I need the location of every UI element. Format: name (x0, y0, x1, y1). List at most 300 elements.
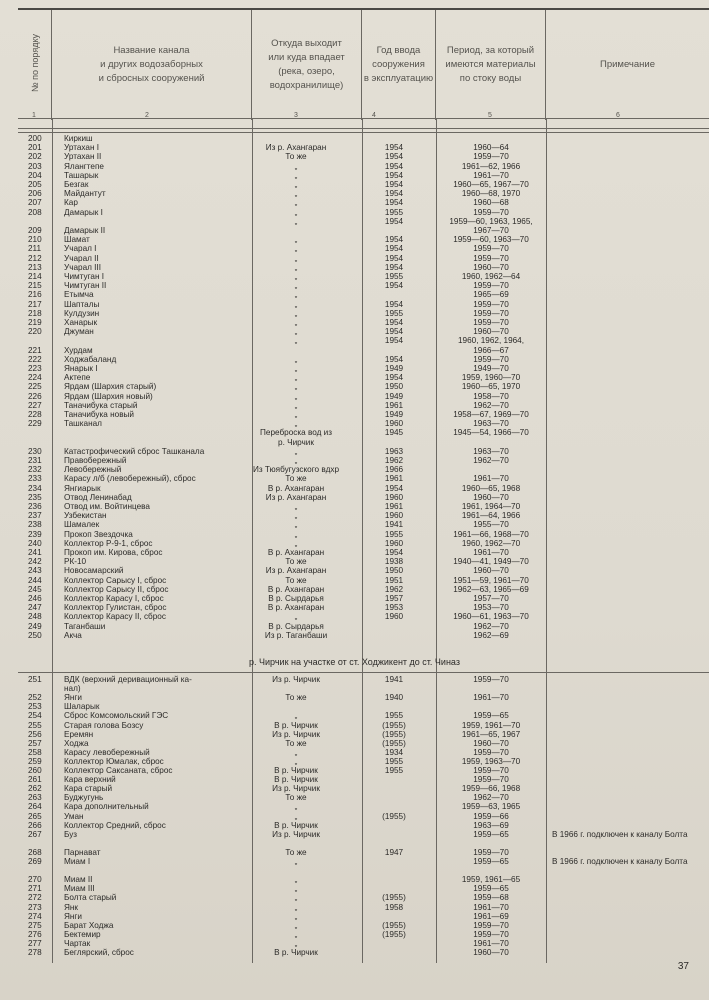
year: 1954 (384, 281, 404, 291)
year: 1950 (384, 566, 404, 576)
period: 1960—61, 1963—70 (453, 612, 529, 622)
row-number: 203 (28, 161, 42, 171)
year: 1954 (384, 161, 404, 171)
canal-name: Карасу левобережный (64, 747, 150, 757)
source: Из р. Чирчик (272, 784, 320, 794)
period: 1953—70 (473, 603, 509, 613)
period: 1959—65 (473, 711, 509, 721)
row-number: 207 (28, 198, 42, 208)
table-row (0, 948, 709, 958)
period: 1959—70 (473, 920, 509, 930)
source: „ (294, 299, 298, 309)
table-header (18, 8, 709, 120)
period: 1959—65 (473, 857, 509, 866)
canal-name: Уман (64, 811, 84, 821)
canal-name: Левобережный (64, 465, 122, 475)
source: „ (294, 170, 298, 180)
source: „ (294, 373, 298, 383)
row-number: 233 (28, 474, 42, 484)
period: 1961—65, 1967 (461, 729, 521, 739)
source: То же (285, 152, 307, 162)
canal-name: Сброс Комсомольский ГЭС (64, 711, 169, 721)
period: 1959—70 (473, 318, 509, 327)
canal-name: Прокоп им. Кирова, сброс (64, 548, 163, 557)
source: Из р. Чирчик (272, 829, 320, 839)
year: (1955) (382, 929, 406, 939)
year: 1954 (384, 152, 404, 162)
source: „ (294, 244, 298, 254)
row-number: 220 (28, 327, 42, 337)
source: „ (294, 207, 298, 217)
row-number: 201 (28, 143, 42, 153)
year: 1954 (384, 216, 404, 226)
canal-name: Безгак (64, 180, 89, 189)
source: „ (294, 884, 298, 894)
period: 1958—67, 1969—70 (453, 410, 529, 419)
row-number: 248 (28, 612, 42, 622)
source: „ (294, 446, 298, 456)
source: То же (285, 793, 307, 803)
row-number: 263 (28, 793, 42, 803)
row-number: 246 (28, 594, 42, 603)
canal-name: Майдантут (64, 189, 106, 199)
source: Переброска вод из (260, 428, 332, 438)
header-col-source: Откуда выходит или куда впадает (река, озеро, водохранилище) (252, 10, 362, 120)
source: „ (294, 711, 298, 721)
canal-name: Барат Ходжа (64, 920, 114, 930)
year: 1938 (384, 557, 404, 567)
section-divider (18, 672, 709, 673)
year: 1954 (384, 143, 404, 153)
source: „ (294, 938, 298, 948)
period: 1959—65 (473, 884, 509, 894)
row-number: 253 (28, 702, 42, 712)
canal-name: Ходжа (64, 738, 89, 748)
canal-name: Еремян (64, 729, 94, 739)
period: 1959—60, 1963—70 (453, 235, 529, 245)
year: 1960 (384, 612, 404, 622)
canal-name: Ханарык (64, 318, 98, 327)
period: 1959—70 (473, 747, 509, 757)
source: В р. Чирчик (274, 720, 318, 730)
source: „ (294, 529, 298, 539)
canal-name: Кар (64, 198, 78, 208)
canal-name: Парнават (64, 847, 101, 857)
canal-name: Учарал III (64, 262, 102, 272)
row-number: 240 (28, 538, 42, 548)
year: 1961 (384, 400, 404, 410)
row-number: 257 (28, 738, 42, 748)
period: 1959—70 (473, 244, 509, 254)
row-number: 206 (28, 189, 42, 199)
period: 1960—68 (473, 198, 509, 208)
row-number: 237 (28, 511, 42, 521)
canal-name: Шамалек (64, 520, 100, 530)
source: „ (294, 857, 298, 866)
year: (1955) (382, 920, 406, 930)
year: 1950 (384, 382, 404, 392)
year: (1955) (382, 811, 406, 821)
year: 1954 (384, 373, 404, 383)
source: В р. Сырдарья (268, 621, 324, 631)
source: „ (294, 538, 298, 548)
header-col-period: Период, за который имеются материалы по стоку воды (436, 10, 546, 120)
year: 1954 (384, 299, 404, 309)
canal-name: Буджугунь (64, 793, 104, 803)
year: 1960 (384, 511, 404, 521)
source: „ (294, 189, 298, 199)
canal-name: Янги (64, 693, 82, 703)
col-num-4: 4 (372, 112, 376, 119)
period: 1951—59, 1961—70 (453, 575, 529, 585)
source: В р. Ахангаран (267, 603, 325, 613)
period: 1959—70 (473, 929, 509, 939)
source: То же (285, 847, 307, 857)
canal-name: Коллектор Карасу I, сброс (64, 594, 164, 603)
canal-name: Коллектор Р-9-1, сброс (64, 538, 153, 548)
canal-name: Шаларык (64, 702, 100, 712)
canal-name: Джуман (64, 327, 94, 337)
canal-name: ВДК (верхний деривационный ка- (64, 675, 192, 684)
period: 1967—70 (473, 226, 509, 235)
source: „ (294, 929, 298, 939)
row-number: 277 (28, 938, 42, 948)
period: 1963—70 (473, 419, 509, 429)
canal-name: Катастрофический сброс Ташканала (64, 446, 205, 456)
source: Из р. Ахангаран (265, 492, 327, 502)
year: 1954 (384, 354, 404, 364)
year: 1955 (384, 207, 404, 217)
row-number: 270 (28, 875, 42, 885)
period: 1961—66, 1968—70 (453, 529, 529, 539)
period: 1961—70 (473, 474, 509, 484)
row-number: 200 (28, 134, 42, 143)
period: 1961—62, 1966 (461, 161, 521, 171)
canal-name: Ходжабаланд (64, 354, 117, 364)
period: 1959—70 (473, 775, 509, 785)
row-number: 251 (28, 675, 42, 684)
period: 1959—70 (473, 152, 509, 162)
canal-name: Миам III (64, 884, 95, 894)
period: 1961—70 (473, 938, 509, 948)
canal-name: Правобережный (64, 456, 127, 465)
period: 1959—70 (473, 766, 509, 775)
row-number: 254 (28, 711, 42, 721)
source: В р. Чирчик (274, 775, 318, 785)
year: 1941 (384, 675, 404, 684)
col-num-6: 6 (616, 112, 620, 119)
year: 1955 (384, 711, 404, 721)
year: 1954 (384, 235, 404, 245)
row-number: 247 (28, 603, 42, 613)
source: „ (294, 180, 298, 189)
source: В р. Чирчик (274, 820, 318, 830)
source: „ (294, 262, 298, 272)
header-num-divider (18, 128, 709, 129)
row-number: 269 (28, 857, 42, 866)
year: 1955 (384, 529, 404, 539)
source: Из р. Таганбаши (264, 630, 328, 640)
page-number: 37 (677, 961, 689, 972)
source: р. Чирчик (278, 437, 314, 447)
canal-name: Коллектор Саксаната, сброс (64, 766, 173, 775)
section-title: р. Чирчик на участке от ст. Ходжикент до ст. Чиназ (249, 657, 460, 667)
row-number: 275 (28, 920, 42, 930)
row-number: 264 (28, 802, 42, 812)
year: 1954 (384, 198, 404, 208)
source: „ (294, 920, 298, 930)
row-number: 235 (28, 492, 42, 502)
period: 1959—70 (473, 847, 509, 857)
period: 1959—70 (473, 207, 509, 217)
row-number: 266 (28, 820, 42, 830)
source: В р. Чирчик (274, 766, 318, 775)
period: 1960—70 (473, 492, 509, 502)
row-number: 258 (28, 747, 42, 757)
canal-name: Ташарык (64, 170, 99, 180)
canal-name: Уртахан II (64, 152, 102, 162)
source: Из р. Ахангаран (265, 143, 327, 153)
source: „ (294, 235, 298, 245)
year: 1953 (384, 603, 404, 613)
canal-name: Буз (64, 829, 78, 839)
source: „ (294, 875, 298, 885)
source: „ (294, 382, 298, 392)
row-number: 236 (28, 502, 42, 511)
header-col-year: Год ввода сооружения в эксплуатацию (362, 10, 436, 120)
row-number: 210 (28, 235, 42, 245)
period: 1961—70 (473, 170, 509, 180)
row-number: 242 (28, 557, 42, 567)
canal-name: Уртахан I (64, 143, 100, 153)
year: (1955) (382, 729, 406, 739)
row-number: 216 (28, 290, 42, 300)
year: 1963 (384, 446, 404, 456)
col-num-3: 3 (294, 112, 298, 119)
canal-name: Таначибука новый (64, 410, 134, 419)
row-number: 278 (28, 948, 42, 957)
row-number: 230 (28, 446, 42, 456)
canal-name: Карасу л/б (левобережный), сброс (64, 474, 196, 484)
row-number: 226 (28, 391, 42, 401)
row-number: 223 (28, 364, 42, 373)
col-num-5: 5 (488, 112, 492, 119)
source: То же (285, 474, 307, 484)
canal-name: Ялангтепе (64, 161, 104, 171)
year: 1945 (384, 428, 404, 438)
year: 1949 (384, 410, 404, 419)
row-number: 225 (28, 382, 42, 392)
period: 1960, 1962, 1964, (457, 336, 525, 346)
canal-name: Ташканал (64, 419, 102, 429)
period: 1963—69 (473, 820, 509, 830)
row-number: 243 (28, 566, 42, 576)
row-number: 231 (28, 456, 42, 465)
row-number: 217 (28, 299, 42, 309)
year: 1954 (384, 548, 404, 557)
canal-name: Коллектор Сарысу I, сброс (64, 575, 167, 585)
source: „ (294, 811, 298, 821)
year: 1947 (384, 847, 404, 857)
source: „ (294, 747, 298, 757)
source: „ (294, 198, 298, 208)
source: То же (285, 693, 307, 703)
header-col-name: Название канала и других водозаборных и сбросных сооружений (52, 10, 252, 120)
canal-name: Отвод Ленинабад (64, 492, 132, 502)
row-number: 214 (28, 272, 42, 281)
canal-name: Прокоп Звездочка (64, 529, 133, 539)
canal-name: Хурдам (64, 345, 93, 355)
canal-name: Чимтуган I (64, 272, 105, 281)
canal-name: Учарал I (64, 244, 97, 254)
source: В р. Ахангаран (267, 548, 325, 557)
period: 1959—63, 1965 (461, 802, 521, 812)
source: „ (294, 253, 298, 263)
canal-name: Таганбаши (64, 621, 106, 631)
year: 1962 (384, 584, 404, 594)
period: 1959—66, 1968 (461, 784, 521, 794)
header-col-number-label: № по порядку (30, 34, 41, 92)
row-number: 241 (28, 548, 42, 557)
year: 1954 (384, 336, 404, 346)
source: „ (294, 511, 298, 521)
source: „ (294, 318, 298, 327)
year: 1954 (384, 327, 404, 337)
period: 1961—70 (473, 902, 509, 912)
canal-name: Янги (64, 911, 82, 921)
canal-name: Киркиш (64, 134, 93, 143)
source: В р. Ахангаран (267, 483, 325, 493)
canal-name: Кара верхний (64, 775, 116, 785)
year: 1954 (384, 318, 404, 327)
row-number: 260 (28, 766, 42, 775)
canal-name: Коллектор Гулистан, сброс (64, 603, 167, 613)
year: 1954 (384, 483, 404, 493)
period: 1960—64 (473, 143, 509, 153)
source: „ (294, 161, 298, 171)
row-number: 204 (28, 170, 42, 180)
year: (1955) (382, 720, 406, 730)
period: 1960—70 (473, 262, 509, 272)
period: 1959—70 (473, 299, 509, 309)
period: 1962—63, 1965—69 (453, 584, 529, 594)
year: 1954 (384, 170, 404, 180)
period: 1961—70 (473, 693, 509, 703)
period: 1959, 1963—70 (461, 756, 521, 766)
period: 1959, 1960—70 (461, 373, 521, 383)
source: „ (294, 308, 298, 318)
source: В р. Ахангаран (267, 584, 325, 594)
canal-name: Коллектор Юмалак, сброс (64, 756, 164, 766)
source: „ (294, 272, 298, 281)
row-number: 205 (28, 180, 42, 189)
row-number: 228 (28, 410, 42, 419)
canal-name: Миам I (64, 857, 91, 866)
canal-name: Янгиарык (64, 483, 101, 493)
year: 1961 (384, 502, 404, 511)
source: „ (294, 336, 298, 346)
source: „ (294, 216, 298, 226)
row-number: 250 (28, 630, 42, 640)
year: 1949 (384, 364, 404, 373)
row-number: 252 (28, 693, 42, 703)
row-number: 238 (28, 520, 42, 530)
source: Из р. Чирчик (272, 675, 320, 684)
canal-name: РК-10 (64, 557, 87, 567)
canal-name: Актепе (64, 373, 91, 383)
canal-name: Чимтуган II (64, 281, 107, 291)
period: 1940—41, 1949—70 (453, 557, 529, 567)
source: „ (294, 410, 298, 419)
year: 1958 (384, 902, 404, 912)
year: 1955 (384, 756, 404, 766)
period: 1959—68 (473, 893, 509, 903)
period: 1961—69 (473, 911, 509, 921)
year: 1955 (384, 308, 404, 318)
row-number: 229 (28, 419, 42, 429)
row-number: 271 (28, 884, 42, 894)
row-number: 221 (28, 345, 42, 355)
canal-name: Коллектор Карасу II, сброс (64, 612, 166, 622)
period: 1959—70 (473, 354, 509, 364)
canal-name: Бектемир (64, 929, 101, 939)
year: 1954 (384, 180, 404, 189)
period: 1959—70 (473, 675, 509, 684)
year: 1954 (384, 189, 404, 199)
source: „ (294, 327, 298, 337)
source: „ (294, 612, 298, 622)
period: 1960—65, 1967—70 (453, 180, 529, 189)
source: „ (294, 391, 298, 401)
row-number: 267 (28, 829, 42, 839)
row-number: 234 (28, 483, 42, 493)
period: 1961—70 (473, 548, 509, 557)
canal-name: Янарык I (64, 364, 98, 373)
source: В р. Чирчик (274, 948, 318, 957)
canal-name: Узбекистан (64, 511, 107, 521)
row-number: 268 (28, 847, 42, 857)
year: 1934 (384, 747, 404, 757)
year: 1960 (384, 538, 404, 548)
header-col-note: Примечание (600, 59, 655, 70)
source: „ (294, 756, 298, 766)
row-number: 276 (28, 929, 42, 939)
col-num-2: 2 (145, 112, 149, 119)
row-number: 245 (28, 584, 42, 594)
row-number: 273 (28, 902, 42, 912)
row-number: 219 (28, 318, 42, 327)
year: 1954 (384, 253, 404, 263)
source: „ (294, 893, 298, 903)
row-number: 239 (28, 529, 42, 539)
col-num-1: 1 (32, 112, 36, 119)
canal-name: Таначибука старый (64, 400, 138, 410)
canal-name: нал) (64, 684, 81, 694)
row-number: 255 (28, 720, 42, 730)
row-number: 212 (28, 253, 42, 263)
year: (1955) (382, 738, 406, 748)
row-number: 202 (28, 152, 42, 162)
source: Из р. Ахангаран (265, 566, 327, 576)
source: „ (294, 354, 298, 364)
source: То же (285, 557, 307, 567)
row-number: 208 (28, 207, 42, 217)
source: „ (294, 364, 298, 373)
canal-name: Шапталы (64, 299, 100, 309)
source: „ (294, 911, 298, 921)
source: „ (294, 400, 298, 410)
row-number: 213 (28, 262, 42, 272)
